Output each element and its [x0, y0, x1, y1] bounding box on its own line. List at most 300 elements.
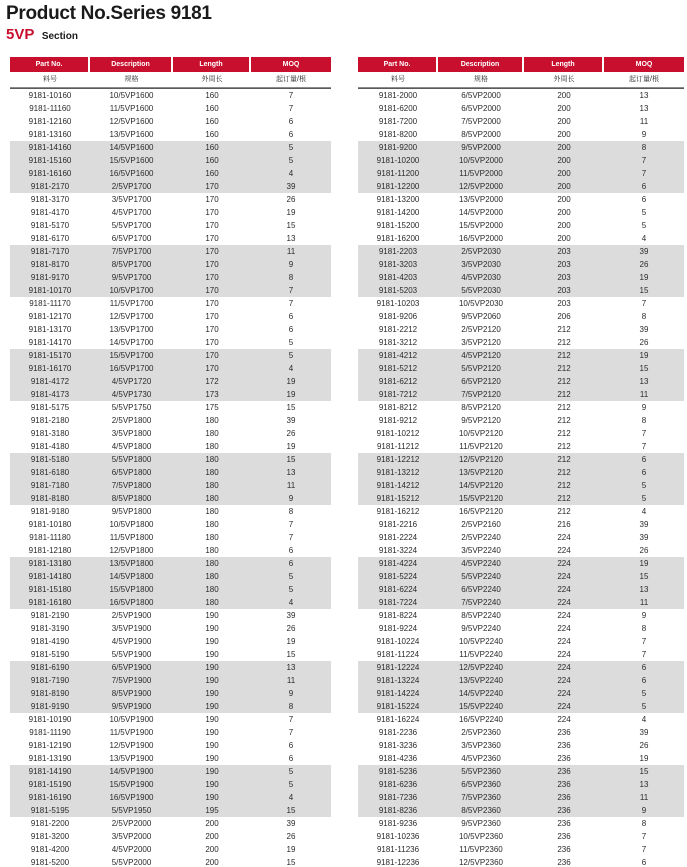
cell-description: 8/5VP1900 [90, 687, 173, 700]
table-row [10, 219, 331, 232]
table-row [358, 596, 684, 609]
cell-part-no: 9181-8212 [378, 403, 418, 412]
cell-description: 8/5VP2000 [461, 130, 501, 139]
table-row [10, 427, 331, 440]
cell-length: 200 [557, 117, 571, 126]
cell-length: 236 [557, 741, 571, 750]
cell-description: 14/5VP2000 [458, 208, 504, 217]
table-row [358, 427, 684, 440]
cell-moq: 15 [286, 221, 296, 230]
cell-length: 200 [524, 167, 604, 180]
table-row [358, 232, 684, 245]
cell-description: 10/5VP1800 [109, 520, 154, 529]
cell-moq: 7 [288, 520, 294, 529]
cell-description: 15/5VP1700 [90, 349, 173, 362]
cell-part-no: 9181-16170 [10, 362, 90, 375]
table-row [358, 414, 684, 427]
cell-moq: 8 [641, 819, 647, 828]
cell-length: 212 [557, 416, 571, 425]
cell-moq: 9 [641, 130, 647, 139]
header-length: Length [524, 57, 604, 72]
table-row [10, 88, 331, 102]
table-row [10, 765, 331, 778]
cell-moq: 19 [286, 208, 296, 217]
cell-length: 180 [205, 429, 219, 438]
cell-description: 12/5VP2240 [438, 661, 524, 674]
cell-description: 2/5VP1700 [90, 180, 173, 193]
cell-length: 170 [205, 208, 219, 217]
table-row [10, 401, 331, 414]
cell-part-no: 9181-6212 [358, 375, 438, 388]
cell-part-no: 9181-10236 [376, 832, 420, 841]
cell-description: 4/5VP2120 [438, 349, 524, 362]
cell-description: 8/5VP2120 [461, 403, 501, 412]
cell-part-no: 9181-5212 [358, 362, 438, 375]
cell-moq: 6 [641, 195, 647, 204]
cell-moq: 13 [604, 375, 684, 388]
cell-description: 6/5VP2360 [438, 778, 524, 791]
cell-moq: 5 [288, 338, 294, 347]
cell-moq: 19 [286, 637, 296, 646]
cell-length: 236 [524, 778, 604, 791]
cell-part-no: 9181-7170 [10, 245, 90, 258]
cell-part-no: 9181-4180 [30, 442, 70, 451]
cell-description: 5/5VP1750 [111, 403, 152, 412]
cell-part-no: 9181-12200 [358, 180, 438, 193]
cell-description: 11/5VP2240 [459, 650, 503, 659]
cell-moq: 9 [641, 611, 647, 620]
cell-part-no: 9181-8190 [10, 687, 90, 700]
cell-moq: 8 [288, 507, 294, 516]
cell-description: 11/5VP1900 [109, 728, 154, 737]
cell-description: 4/5VP2030 [438, 271, 524, 284]
table-row [10, 375, 331, 388]
cell-part-no: 9181-15160 [10, 154, 90, 167]
cell-length: 216 [557, 520, 571, 529]
cell-moq: 19 [251, 388, 331, 401]
cell-moq: 4 [251, 791, 331, 804]
cell-description: 13/5VP1900 [109, 754, 154, 763]
table-row [10, 388, 331, 401]
cell-moq: 26 [286, 429, 296, 438]
cell-length: 224 [557, 546, 571, 555]
cell-moq: 5 [251, 778, 331, 791]
table-row [358, 401, 684, 414]
table-row [10, 362, 331, 375]
table-row [358, 713, 684, 726]
cell-moq: 26 [286, 624, 296, 633]
cell-length: 200 [524, 141, 604, 154]
cell-length: 224 [524, 687, 604, 700]
cell-part-no: 9181-11200 [358, 167, 438, 180]
cell-part-no: 9181-6236 [358, 778, 438, 791]
cell-part-no: 9181-16224 [376, 715, 420, 724]
cell-part-no: 9181-10212 [376, 429, 420, 438]
cell-moq: 7 [641, 832, 647, 841]
cell-moq: 6 [251, 557, 331, 570]
cell-part-no: 9181-2236 [378, 728, 418, 737]
cell-length: 212 [557, 325, 571, 334]
cell-description: 15/5VP1900 [90, 778, 173, 791]
cell-part-no: 9181-13190 [28, 754, 72, 763]
table-row [10, 297, 331, 310]
table-row [10, 284, 331, 297]
cell-part-no: 9181-3236 [378, 741, 418, 750]
cell-length: 172 [173, 375, 251, 388]
cell-description: 7/5VP2120 [438, 388, 524, 401]
table-row [10, 271, 331, 284]
table-row [358, 635, 684, 648]
cell-description: 5/5VP2360 [438, 765, 524, 778]
cell-moq: 15 [251, 453, 331, 466]
cell-part-no: 9181-9206 [378, 312, 418, 321]
cell-description: 8/5VP1700 [90, 258, 173, 271]
header-length: Length [173, 57, 251, 72]
table-row [358, 817, 684, 830]
cell-description: 3/5VP2240 [461, 546, 501, 555]
cell-length: 203 [524, 245, 604, 258]
cell-moq: 6 [288, 754, 294, 763]
header-moq: MOQ [251, 57, 331, 72]
cell-description: 8/5VP1800 [90, 492, 173, 505]
cell-length: 224 [524, 557, 604, 570]
cell-part-no: 9181-3224 [378, 546, 418, 555]
table-row [10, 804, 331, 817]
cell-part-no: 9181-12180 [28, 546, 72, 555]
cell-moq: 39 [639, 520, 649, 529]
cell-part-no: 9181-7180 [10, 479, 90, 492]
cell-length: 200 [205, 819, 219, 828]
table-row [358, 674, 684, 687]
cell-length: 203 [524, 284, 604, 297]
table-row [358, 570, 684, 583]
cell-length: 170 [173, 349, 251, 362]
cell-part-no: 9181-4170 [30, 208, 70, 217]
cell-part-no: 9181-7224 [358, 596, 438, 609]
cell-length: 170 [205, 221, 219, 230]
cell-moq: 7 [641, 299, 647, 308]
cell-length: 200 [557, 195, 571, 204]
cell-part-no: 9181-2212 [378, 325, 418, 334]
cell-moq: 5 [604, 479, 684, 492]
cell-moq: 39 [639, 325, 649, 334]
cell-description: 6/5VP1900 [90, 661, 173, 674]
table-row [10, 856, 331, 867]
subheader-description: 规格 [90, 72, 173, 88]
cell-length: 200 [524, 180, 604, 193]
cell-moq: 19 [639, 754, 649, 763]
table-row [10, 557, 331, 570]
cell-length: 200 [524, 88, 604, 102]
cell-description: 9/5VP2360 [461, 819, 501, 828]
cell-length: 190 [205, 624, 219, 633]
table-row [358, 830, 684, 843]
cell-moq: 7 [288, 533, 294, 542]
cell-part-no: 9181-14180 [10, 570, 90, 583]
cell-length: 200 [557, 130, 571, 139]
cell-part-no: 9181-7190 [10, 674, 90, 687]
cell-part-no: 9181-14190 [10, 765, 90, 778]
table-row [358, 362, 684, 375]
table-row [358, 128, 684, 141]
cell-description: 16/5VP2120 [458, 507, 504, 516]
cell-length: 170 [205, 325, 219, 334]
cell-moq: 5 [641, 221, 647, 230]
cell-description: 12/5VP1900 [109, 741, 154, 750]
cell-length: 224 [557, 533, 571, 542]
cell-length: 170 [205, 234, 219, 243]
cell-moq: 39 [286, 416, 296, 425]
cell-part-no: 9181-15200 [376, 221, 420, 230]
table-row [10, 505, 331, 518]
cell-description: 2/5VP2160 [461, 520, 501, 529]
table-row [358, 752, 684, 765]
cell-part-no: 9181-8200 [378, 130, 418, 139]
table-row [10, 232, 331, 245]
header-moq: MOQ [604, 57, 684, 72]
cell-description: 2/5VP2000 [111, 819, 152, 828]
cell-length: 180 [173, 466, 251, 479]
table-row [358, 167, 684, 180]
cell-part-no: 9181-10203 [376, 299, 420, 308]
cell-moq: 7 [641, 637, 647, 646]
cell-part-no: 9181-2216 [378, 520, 418, 529]
cell-part-no: 9181-13200 [376, 195, 420, 204]
cell-description: 10/5VP2120 [458, 429, 504, 438]
cell-description: 9/5VP2120 [461, 416, 501, 425]
table-row [10, 245, 331, 258]
table-row [10, 167, 331, 180]
cell-length: 160 [173, 167, 251, 180]
cell-moq: 5 [251, 154, 331, 167]
cell-moq: 6 [604, 674, 684, 687]
table-row [10, 323, 331, 336]
cell-description: 11/5VP1600 [109, 104, 154, 113]
cell-part-no: 9181-2170 [10, 180, 90, 193]
table-row [358, 622, 684, 635]
cell-length: 212 [524, 453, 604, 466]
cell-length: 212 [524, 388, 604, 401]
cell-part-no: 9181-6180 [10, 466, 90, 479]
cell-moq: 15 [604, 570, 684, 583]
cell-part-no: 9181-12224 [358, 661, 438, 674]
table-row [10, 492, 331, 505]
cell-description: 4/5VP2360 [461, 754, 501, 763]
cell-moq: 15 [286, 650, 296, 659]
cell-description: 10/5VP2360 [458, 832, 504, 841]
cell-description: 11/5VP2120 [459, 442, 503, 451]
table-row [358, 505, 684, 518]
cell-description: 6/5VP2000 [461, 104, 501, 113]
cell-part-no: 9181-4173 [10, 388, 90, 401]
cell-part-no: 9181-10160 [10, 88, 90, 102]
cell-description: 7/5VP2240 [438, 596, 524, 609]
cell-part-no: 9181-6170 [30, 234, 70, 243]
cell-length: 212 [524, 375, 604, 388]
table-row [10, 310, 331, 323]
cell-moq: 8 [251, 271, 331, 284]
table-row [10, 583, 331, 596]
cell-description: 4/5VP1700 [111, 208, 152, 217]
cell-part-no: 9181-16212 [376, 507, 420, 516]
header-part-no: Part No. [10, 57, 90, 72]
cell-length: 180 [173, 479, 251, 492]
cell-part-no: 9181-12190 [28, 741, 72, 750]
cell-length: 203 [524, 258, 604, 271]
table-row [358, 440, 684, 453]
cell-moq: 39 [639, 533, 649, 542]
cell-description: 15/5VP1600 [90, 154, 173, 167]
cell-description: 9/5VP2000 [438, 141, 524, 154]
table-row [10, 193, 331, 206]
cell-part-no: 9181-13180 [10, 557, 90, 570]
cell-description: 3/5VP2120 [461, 338, 501, 347]
table-row [358, 206, 684, 219]
table-row [358, 193, 684, 206]
cell-length: 200 [205, 832, 219, 841]
cell-moq: 4 [641, 715, 647, 724]
cell-description: 8/5VP2240 [461, 611, 501, 620]
table-row [10, 661, 331, 674]
cell-part-no: 9181-14200 [376, 208, 420, 217]
cell-moq: 6 [604, 856, 684, 867]
cell-part-no: 9181-5200 [10, 856, 90, 867]
cell-moq: 7 [288, 104, 294, 113]
table-row [358, 791, 684, 804]
cell-description: 13/5VP2000 [458, 195, 504, 204]
cell-part-no: 9181-5203 [358, 284, 438, 297]
cell-part-no: 9181-14160 [10, 141, 90, 154]
cell-part-no: 9181-5180 [10, 453, 90, 466]
cell-description: 5/5VP2120 [438, 362, 524, 375]
table-row [10, 141, 331, 154]
table-row [358, 271, 684, 284]
cell-length: 224 [557, 650, 571, 659]
cell-moq: 19 [604, 271, 684, 284]
cell-description: 3/5VP2000 [111, 832, 152, 841]
table-row [358, 804, 684, 817]
cell-moq: 6 [604, 180, 684, 193]
cell-length: 190 [173, 661, 251, 674]
cell-description: 5/5VP1700 [111, 221, 152, 230]
cell-part-no: 9181-9224 [378, 624, 418, 633]
cell-part-no: 9181-2200 [30, 819, 70, 828]
cell-description: 5/5VP1900 [111, 650, 152, 659]
cell-moq: 5 [251, 583, 331, 596]
cell-part-no: 9181-13224 [358, 674, 438, 687]
table-row [10, 180, 331, 193]
cell-length: 236 [524, 791, 604, 804]
cell-length: 200 [557, 234, 571, 243]
cell-description: 7/5VP1700 [90, 245, 173, 258]
cell-length: 212 [557, 429, 571, 438]
cell-description: 13/5VP2240 [438, 674, 524, 687]
cell-moq: 7 [288, 299, 294, 308]
cell-length: 236 [557, 819, 571, 828]
cell-length: 180 [205, 520, 219, 529]
cell-length: 190 [173, 791, 251, 804]
cell-length: 190 [173, 687, 251, 700]
cell-description: 10/5VP2240 [458, 637, 504, 646]
table-row [358, 336, 684, 349]
cell-length: 224 [557, 624, 571, 633]
cell-part-no: 9181-6224 [358, 583, 438, 596]
cell-part-no: 9181-7236 [358, 791, 438, 804]
cell-part-no: 9181-2224 [378, 533, 418, 542]
cell-length: 160 [173, 154, 251, 167]
cell-moq: 4 [251, 167, 331, 180]
cell-length: 180 [205, 442, 219, 451]
cell-moq: 19 [251, 375, 331, 388]
cell-moq: 7 [288, 728, 294, 737]
cell-length: 236 [557, 754, 571, 763]
cell-moq: 26 [604, 258, 684, 271]
table-row [10, 700, 331, 713]
cell-part-no: 9181-4172 [10, 375, 90, 388]
table-row [10, 687, 331, 700]
table-row [10, 531, 331, 544]
cell-part-no: 9181-12236 [358, 856, 438, 867]
table-row [358, 778, 684, 791]
cell-length: 195 [173, 804, 251, 817]
cell-length: 224 [557, 637, 571, 646]
cell-moq: 7 [641, 442, 647, 451]
cell-length: 200 [173, 856, 251, 867]
cell-moq: 39 [286, 819, 296, 828]
cell-description: 11/5VP2000 [438, 167, 524, 180]
cell-description: 7/5VP2360 [438, 791, 524, 804]
cell-description: 5/5VP2030 [438, 284, 524, 297]
cell-moq: 4 [251, 596, 331, 609]
table-row [358, 102, 684, 115]
header-part-no: Part No. [358, 57, 438, 72]
cell-part-no: 9181-12160 [28, 117, 72, 126]
cell-part-no: 9181-5236 [358, 765, 438, 778]
cell-part-no: 9181-14224 [358, 687, 438, 700]
cell-description: 12/5VP2120 [438, 453, 524, 466]
cell-description: 10/5VP2000 [438, 154, 524, 167]
cell-moq: 6 [288, 312, 294, 321]
cell-description: 13/5VP1600 [109, 130, 154, 139]
cell-moq: 9 [251, 492, 331, 505]
table-row [358, 492, 684, 505]
subheader-moq: 起订量/根 [604, 72, 684, 88]
cell-moq: 39 [251, 180, 331, 193]
table-row [358, 88, 684, 102]
cell-description: 16/5VP1800 [90, 596, 173, 609]
header-description: Description [90, 57, 173, 72]
cell-moq: 13 [286, 234, 296, 243]
cell-description: 9/5VP2240 [461, 624, 501, 633]
cell-length: 180 [173, 492, 251, 505]
table-row [358, 258, 684, 271]
table-row [358, 349, 684, 362]
cell-length: 236 [557, 728, 571, 737]
cell-part-no: 9181-10190 [28, 715, 72, 724]
cell-moq: 13 [604, 583, 684, 596]
table-row [358, 180, 684, 193]
cell-length: 190 [205, 650, 219, 659]
cell-length: 224 [524, 596, 604, 609]
cell-length: 212 [524, 492, 604, 505]
cell-part-no: 9181-3190 [30, 624, 70, 633]
table-row [358, 453, 684, 466]
cell-description: 16/5VP1600 [90, 167, 173, 180]
cell-length: 236 [524, 765, 604, 778]
cell-moq: 6 [288, 741, 294, 750]
table-row [358, 544, 684, 557]
cell-part-no: 9181-11212 [376, 442, 420, 451]
